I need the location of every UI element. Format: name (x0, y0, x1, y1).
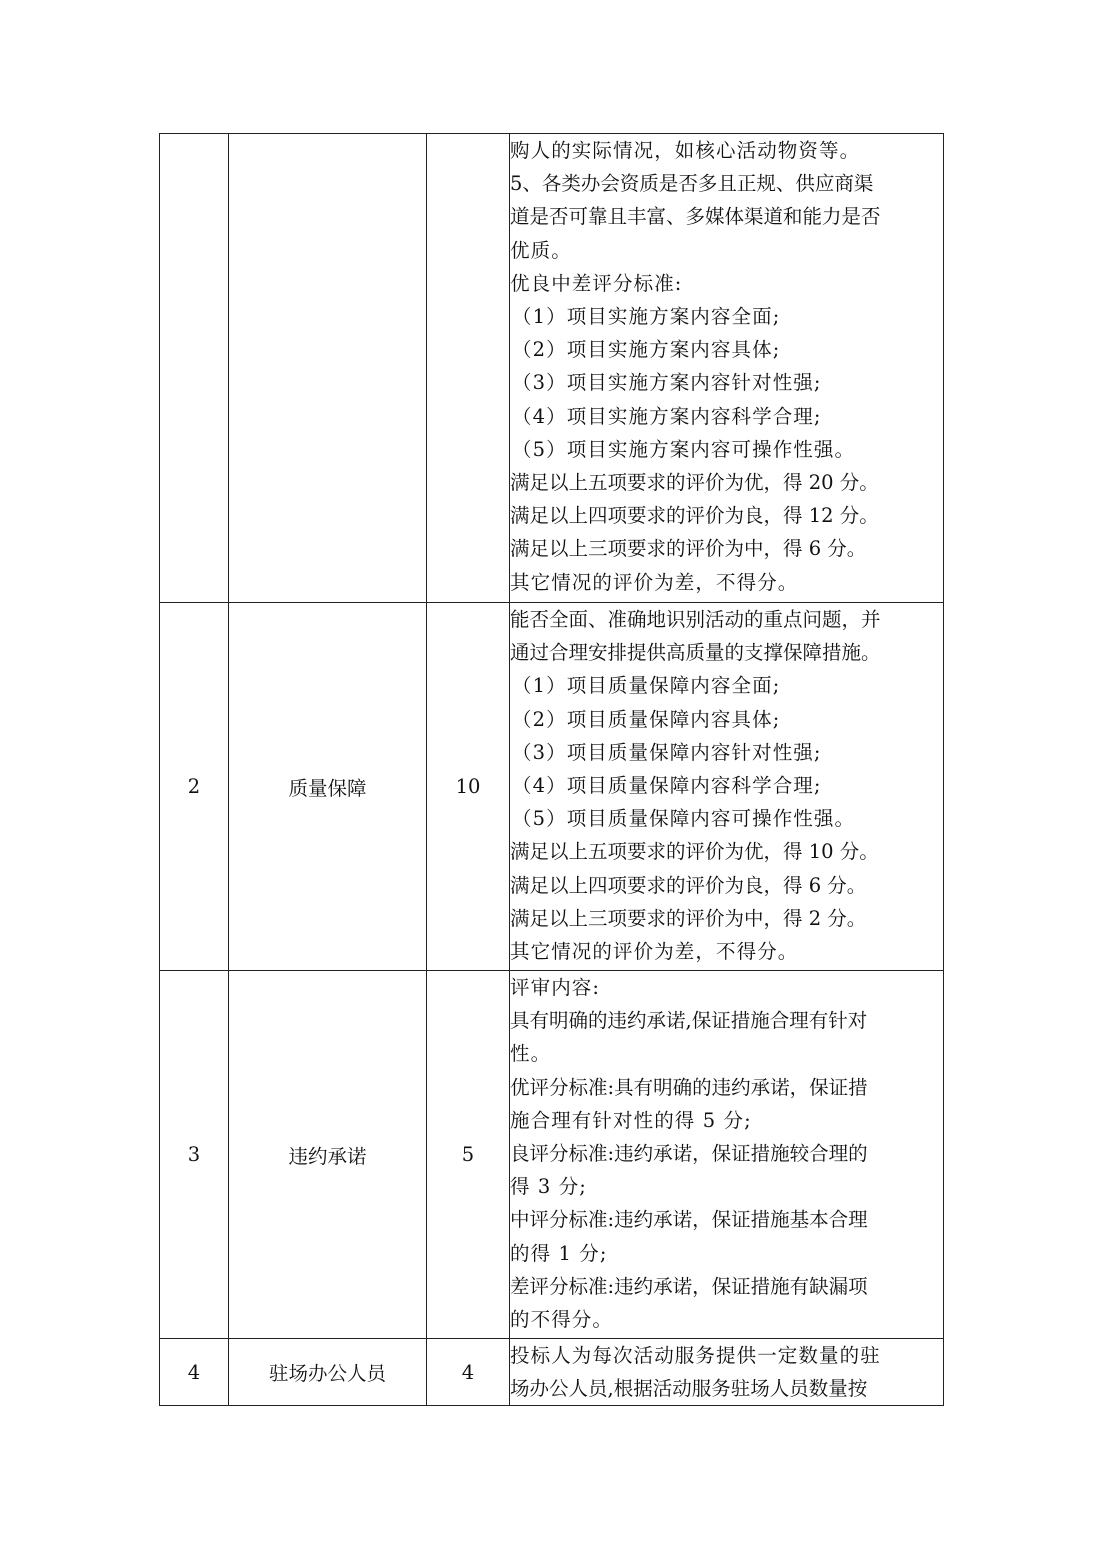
criteria-line: 的不得分。 (510, 1308, 614, 1332)
criteria-line: 优质。 (510, 238, 572, 262)
criteria-line: 评审内容: (510, 976, 601, 999)
points-cell: 5 (427, 971, 510, 1339)
criteria-line: 良评分标准:违约承诺，保证措施较合理的 (510, 1142, 868, 1166)
row-number-cell (160, 134, 229, 603)
criteria-cell (510, 971, 944, 1339)
scoring-table (159, 133, 944, 1406)
criteria-cell (510, 603, 944, 971)
criteria-line: 购人的实际情况，如核心活动物资等。 (510, 139, 861, 162)
criteria-line: 满足以上四项要求的评价为良，得 6 分。 (510, 873, 867, 897)
row-number-cell: 4 (160, 1339, 229, 1406)
criteria-cell (510, 1339, 944, 1406)
criteria-line: 具有明确的违约承诺,保证措施合理有针对 (510, 1009, 868, 1033)
criteria-line: 性。 (510, 1042, 552, 1066)
criteria-line: 其它情况的评价为差，不得分。 (510, 570, 799, 594)
criteria-cell (510, 134, 944, 603)
table-row (160, 603, 944, 971)
item-name-cell: 违约承诺 (229, 971, 427, 1339)
item-name-cell: 质量保障 (229, 603, 427, 971)
criteria-line: 道是否可靠且丰富、多媒体渠道和能力是否 (510, 205, 881, 229)
criteria-line: 优良中差评分标准: (510, 271, 683, 295)
criteria-line: （5）项目质量保障内容可操作性强。 (512, 807, 856, 831)
criteria-line: （1）项目实施方案内容全面; (512, 305, 781, 329)
criteria-line: 中评分标准:违约承诺，保证措施基本合理 (510, 1208, 868, 1232)
criteria-line: 优评分标准:具有明确的违约承诺，保证措 (510, 1075, 868, 1099)
criteria-line: （4）项目实施方案内容科学合理; (512, 404, 822, 428)
criteria-line: 场办公人员,根据活动服务驻场人员数量按 (510, 1377, 868, 1401)
criteria-line: 投标人为每次活动服务提供一定数量的驻 (510, 1344, 881, 1367)
criteria-line: 差评分标准:违约承诺，保证措施有缺漏项 (510, 1274, 868, 1298)
points-cell: 4 (427, 1339, 510, 1406)
criteria-line: 得 3 分; (510, 1175, 587, 1199)
criteria-line: （3）项目质量保障内容针对性强; (512, 740, 822, 764)
table-row (160, 971, 944, 1339)
points-cell: 10 (427, 603, 510, 971)
criteria-line: 通过合理安排提供高质量的支撑保障措施。 (510, 641, 881, 665)
table-row (160, 1339, 944, 1406)
criteria-line: 其它情况的评价为差，不得分。 (510, 940, 799, 964)
item-name-cell: 驻场办公人员 (229, 1339, 427, 1406)
criteria-line: （5）项目实施方案内容可操作性强。 (512, 437, 856, 461)
criteria-line: 满足以上五项要求的评价为优，得 20 分。 (510, 471, 879, 495)
criteria-line: 施合理有针对性的得 5 分; (510, 1108, 752, 1132)
criteria-line: 满足以上四项要求的评价为良，得 12 分。 (510, 504, 879, 528)
criteria-line: 满足以上三项要求的评价为中，得 6 分。 (510, 537, 867, 561)
criteria-line: 满足以上五项要求的评价为优，得 10 分。 (510, 840, 879, 864)
criteria-line: （4）项目质量保障内容科学合理; (512, 774, 822, 798)
item-name-cell (229, 134, 427, 603)
row-number-cell: 2 (160, 603, 229, 971)
criteria-line: 的得 1 分; (510, 1241, 608, 1265)
criteria-line: （1）项目质量保障内容全面; (512, 674, 781, 698)
criteria-line: 能否全面、准确地识别活动的重点问题，并 (510, 608, 881, 631)
points-cell (427, 134, 510, 603)
criteria-line: （2）项目质量保障内容具体; (512, 707, 781, 731)
criteria-line: 5、各类办会资质是否多且正规、供应商渠 (510, 172, 874, 196)
criteria-line: （3）项目实施方案内容针对性强; (512, 371, 822, 395)
criteria-line: （2）项目实施方案内容具体; (512, 338, 781, 362)
criteria-line: 满足以上三项要求的评价为中，得 2 分。 (510, 906, 867, 930)
table-row (160, 134, 944, 603)
row-number-cell: 3 (160, 971, 229, 1339)
